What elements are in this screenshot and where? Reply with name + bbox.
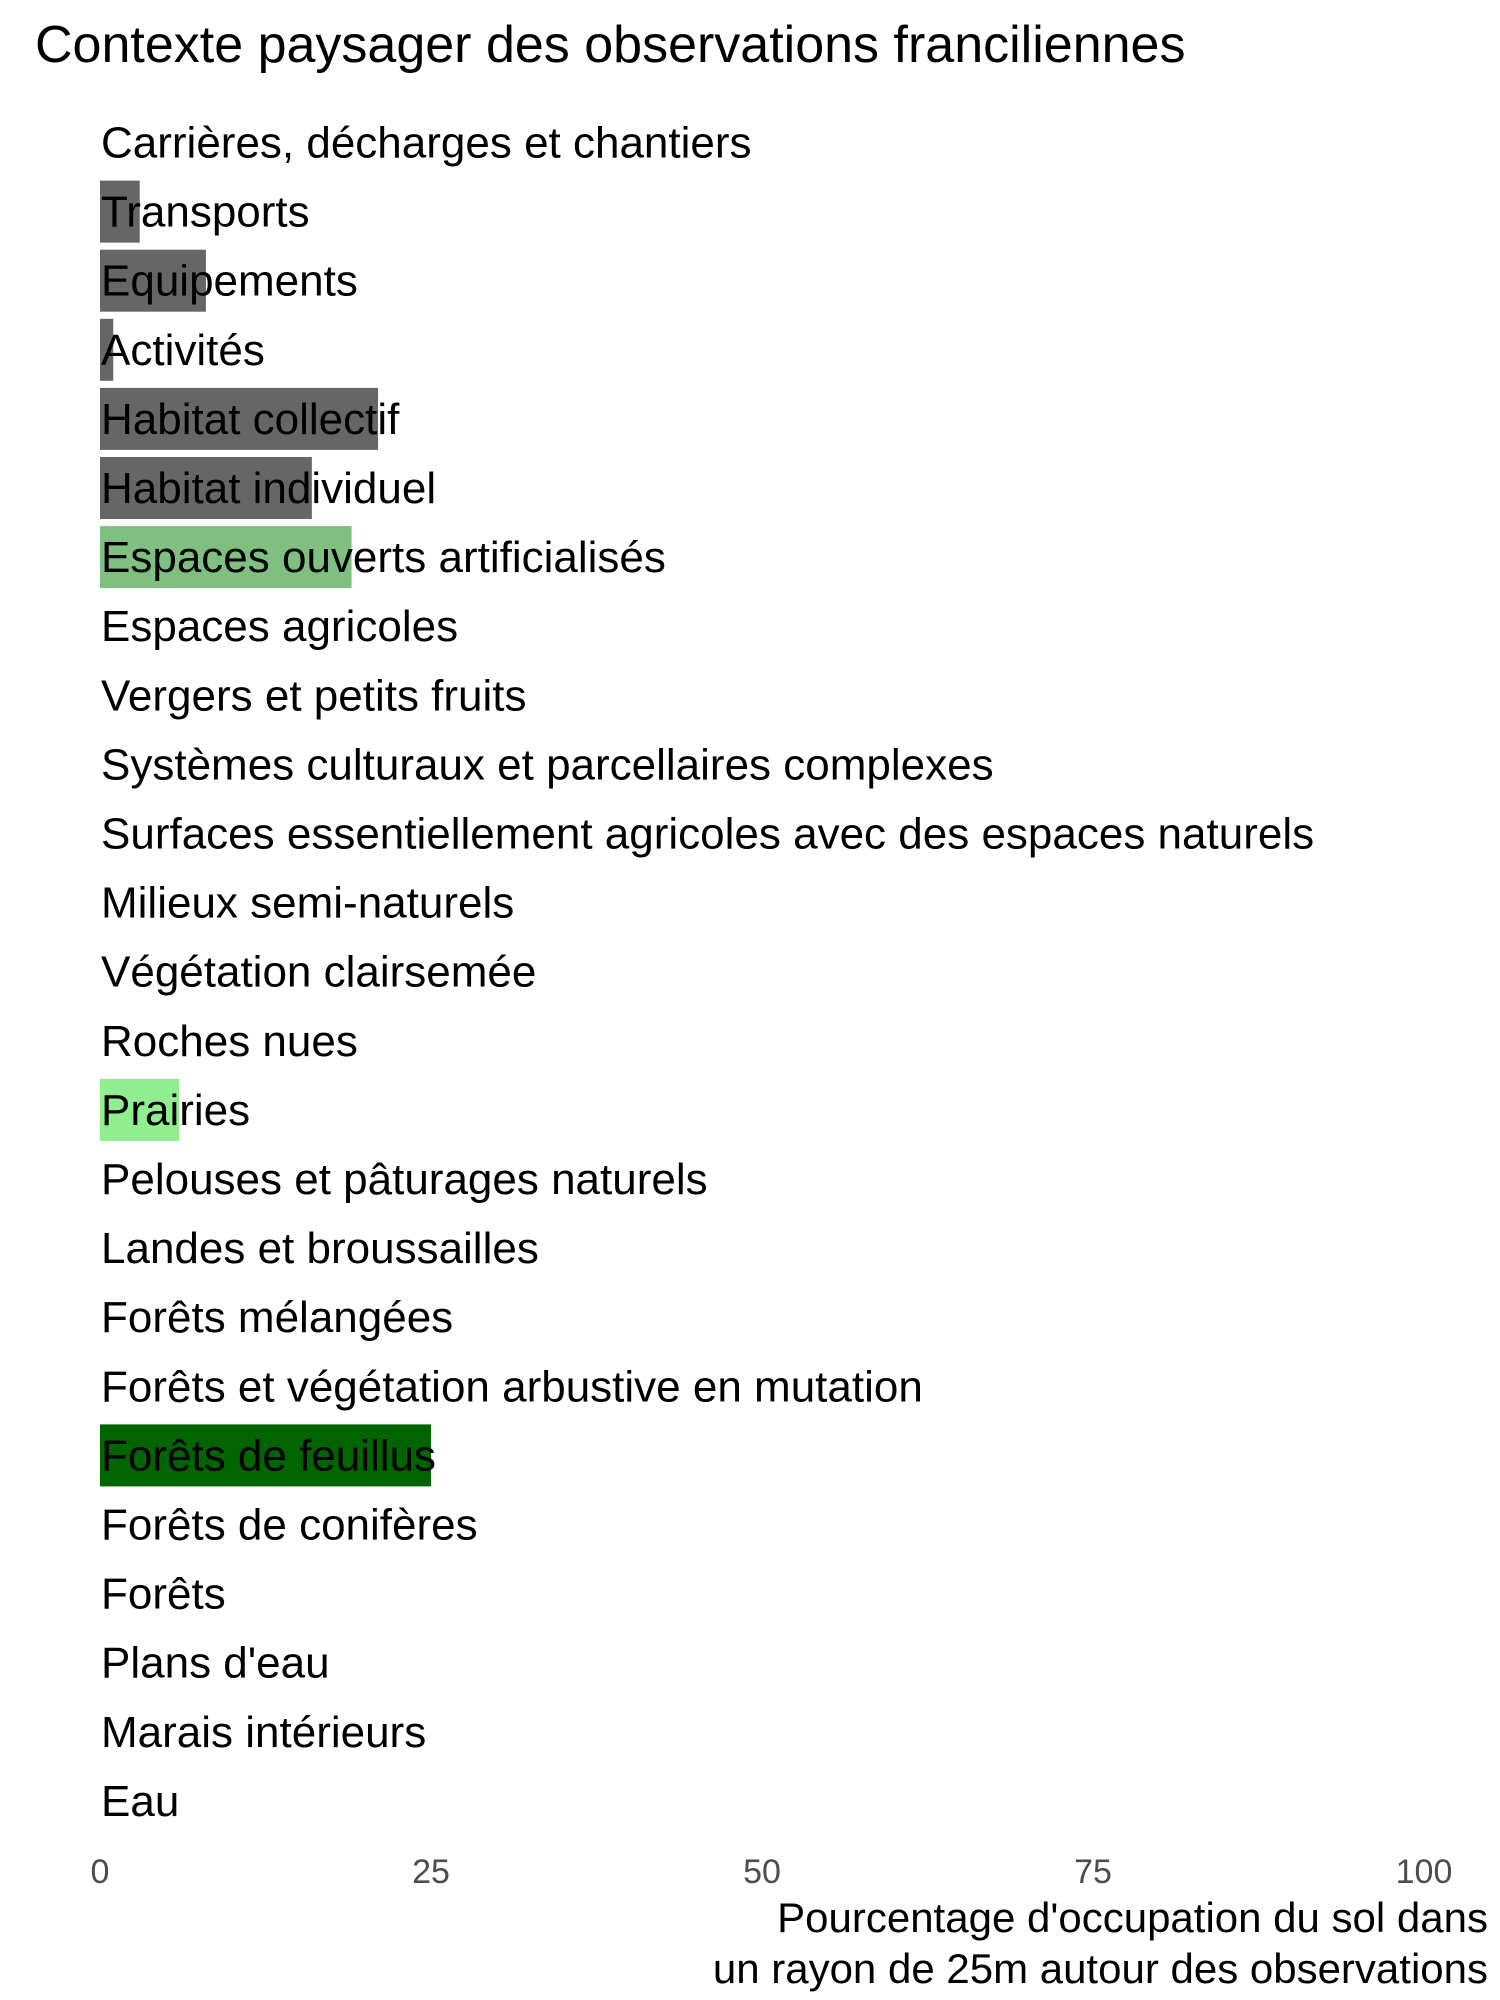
category-label-6: Habitat individuel: [101, 464, 437, 513]
category-label-1: Carrières, décharges et chantiers: [101, 118, 752, 168]
x-tick-group: [91, 1853, 1453, 1891]
category-label-12: Milieux semi-naturels: [101, 878, 515, 928]
category-label-20: Forêts de feuillus: [101, 1431, 437, 1481]
x-tick-label-5: 100: [1395, 1853, 1453, 1891]
category-label-5: Habitat collectif: [101, 394, 400, 444]
chart-title: Contexte paysager des observations franciliennes: [35, 16, 1186, 74]
category-label-22: Forêts: [101, 1569, 226, 1619]
category-label-15: Prairies: [101, 1085, 251, 1135]
category-label-10: Systèmes culturaux et parcellaires complexes: [101, 740, 994, 790]
category-label-21: Forêts de conifères: [101, 1500, 478, 1550]
x-tick-label-2: 25: [412, 1853, 450, 1891]
category-label-14: Roches nues: [101, 1016, 358, 1066]
x-tick-label-1: 0: [90, 1853, 110, 1891]
category-label-11: Surfaces essentiellement agricoles avec des espaces naturels: [101, 809, 1315, 859]
category-label-9: Vergers et petits fruits: [101, 671, 527, 721]
category-label-3: Equipements: [101, 256, 358, 306]
category-label-19: Forêts et végétation arbustive en mutation: [101, 1362, 923, 1412]
category-label-25: Eau: [101, 1776, 180, 1826]
x-axis-label-line-1: Pourcentage d'occupation du sol dans: [777, 1894, 1488, 1941]
x-axis-label-line-2: un rayon de 25m autour des observations: [712, 1945, 1488, 1992]
category-label-group: [101, 119, 1314, 1826]
category-label-23: Plans d'eau: [101, 1638, 330, 1688]
x-tick-label-4: 75: [1074, 1853, 1112, 1891]
category-label-18: Forêts mélangées: [101, 1293, 454, 1343]
category-label-2: Transports: [101, 187, 310, 237]
category-label-7: Espaces ouverts artificialisés: [101, 533, 666, 583]
category-label-8: Espaces agricoles: [101, 602, 459, 652]
category-label-17: Landes et broussailles: [101, 1224, 539, 1274]
category-label-16: Pelouses et pâturages naturels: [101, 1155, 708, 1204]
x-tick-label-3: 50: [743, 1853, 781, 1891]
category-label-4: Activités: [101, 325, 265, 375]
category-label-24: Marais intérieurs: [101, 1707, 427, 1757]
category-label-13: Végétation clairsemée: [101, 947, 537, 997]
